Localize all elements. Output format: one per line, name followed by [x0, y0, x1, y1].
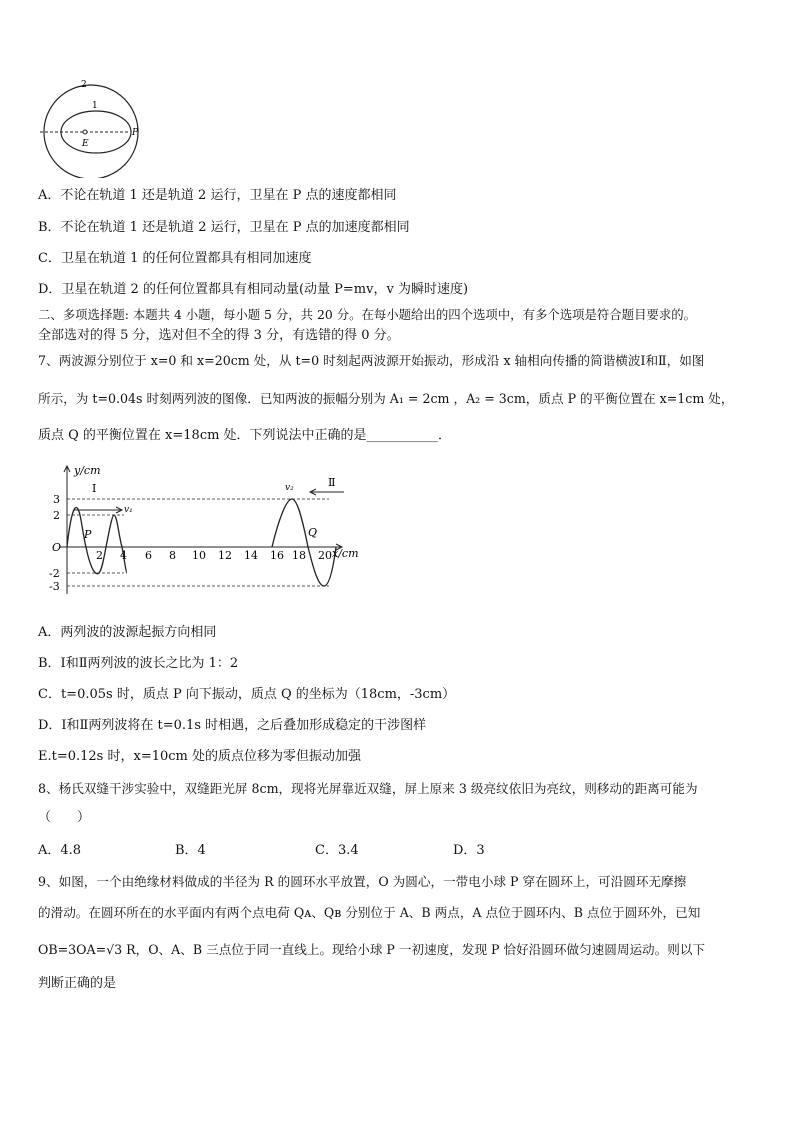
q6-option-a: A．不论在轨道 1 还是轨道 2 运行，卫星在 P 点的速度都相同	[38, 188, 397, 203]
x-tick-20: 20	[318, 549, 332, 562]
q8-option-c: C．3.4	[315, 843, 359, 858]
wave-2-curve	[272, 499, 336, 586]
q7-option-d: D．Ⅰ和Ⅱ两列波将在 t=0.1s 时相遇，之后叠加形成稳定的干涉图样	[38, 718, 427, 733]
x-axis-label: x/cm	[332, 547, 359, 560]
orbit-p-label: P	[132, 128, 139, 138]
q8-option-b: B．4	[175, 843, 206, 858]
section2-line2: 全部选对的得 5 分，选对但不全的得 3 分，有选错的得 0 分。	[38, 328, 400, 343]
wave-2-label: Ⅱ	[328, 476, 336, 489]
origin-label: O	[52, 541, 62, 554]
q7-stem-line3: 质点 Q 的平衡位置在 x=18cm 处．下列说法中正确的是___________．	[38, 428, 452, 443]
y-tick-3: 3	[53, 493, 60, 506]
orbit-2	[44, 85, 138, 178]
v2-label: v₂	[285, 483, 294, 493]
q8-stem: 8、杨氏双缝干涉实验中，双缝距光屏 8cm，现将光屏靠近双缝，屏上原来 3 级亮纹依旧为亮纹，则移动的距离可能为	[38, 781, 698, 796]
orbit-1-label: 1	[92, 101, 98, 111]
q7-option-a: A．两列波的波源起振方向相同	[38, 625, 217, 640]
x-tick-10: 10	[192, 549, 206, 562]
q9-stem-line2: 的滑动。在圆环所在的水平面内有两个点电荷 Qᴀ、Qʙ 分别位于 A、B 两点，A 点位于圆环内、B 点位于圆环外，已知	[38, 905, 701, 920]
wave-1-label: Ⅰ	[92, 482, 97, 495]
point-p-label: P	[84, 528, 92, 541]
q8-blank: （ ）	[38, 810, 91, 825]
y-tick-neg2: -2	[49, 567, 60, 580]
q7-stem-line1: 7、两波源分别位于 x=0 和 x=20cm 处，从 t=0 时刻起两波源开始振动，形成沿 x 轴相向传播的简谐横波Ⅰ和Ⅱ，如图	[38, 353, 705, 368]
v1-label: v₁	[124, 505, 133, 515]
orbit-2-label: 2	[81, 80, 87, 90]
q8-option-a: A．4.8	[38, 843, 82, 858]
x-tick-8: 8	[169, 549, 176, 562]
orbit-e-label: E	[82, 139, 89, 149]
wave-figure	[44, 462, 390, 602]
x-tick-12: 12	[218, 549, 232, 562]
y-axis-label: y/cm	[74, 464, 101, 477]
x-tick-2: 2	[96, 549, 103, 562]
q9-stem-line1: 9、如图，一个由绝缘材料做成的半径为 R 的圆环水平放置，O 为圆心，一带电小球 P 穿在圆环上，可沿圆环无摩擦	[38, 874, 687, 889]
q9-stem-line3: OB=3OA=√3 R，O、A、B 三点位于同一直线上。现给小球 P 一初速度，发现 P 恰好沿圆环做匀速圆周运动。则以下	[38, 942, 706, 957]
q6-option-c: C．卫星在轨道 1 的任何位置都具有相同加速度	[38, 251, 312, 266]
q7-option-b: B．Ⅰ和Ⅱ两列波的波长之比为 1：2	[38, 656, 239, 671]
y-tick-neg3: -3	[49, 580, 60, 593]
x-tick-14: 14	[244, 549, 258, 562]
q9-stem-line4: 判断正确的是	[38, 976, 117, 991]
wave-1-curve	[67, 507, 127, 573]
q8-option-d: D．3	[453, 843, 485, 858]
q7-option-c: C．t=0.05s 时，质点 P 向下振动，质点 Q 的坐标为（18cm，-3cm）	[38, 687, 456, 702]
x-tick-6: 6	[145, 549, 152, 562]
earth-point	[83, 130, 87, 134]
q8-options	[38, 841, 485, 861]
section2-line1: 二、多项选择题: 本题共 4 小题，每小题 5 分，共 20 分。在每小题给出的四个选项中，有多个选项是符合题目要求的。	[38, 307, 697, 322]
x-tick-18: 18	[292, 549, 306, 562]
q6-option-b: B．不论在轨道 1 还是轨道 2 运行，卫星在 P 点的加速度都相同	[38, 220, 410, 235]
q7-option-e: E.t=0.12s 时，x=10cm 处的质点位移为零但振动加强	[38, 749, 361, 764]
x-tick-4: 4	[120, 549, 127, 562]
q6-option-d: D．卫星在轨道 2 的任何位置都具有相同动量(动量 P=mv，v 为瞬时速度)	[38, 282, 469, 297]
q7-stem-line2: 所示，为 t=0.04s 时刻两列波的图像．已知两波的振幅分别为 A₁ = 2cm ，A₂ = 3cm，质点 P 的平衡位置在 x=1cm 处，	[38, 391, 734, 406]
orbit-figure	[36, 78, 148, 178]
point-q-label: Q	[308, 526, 318, 539]
y-tick-2: 2	[53, 509, 60, 522]
x-tick-16: 16	[270, 549, 284, 562]
